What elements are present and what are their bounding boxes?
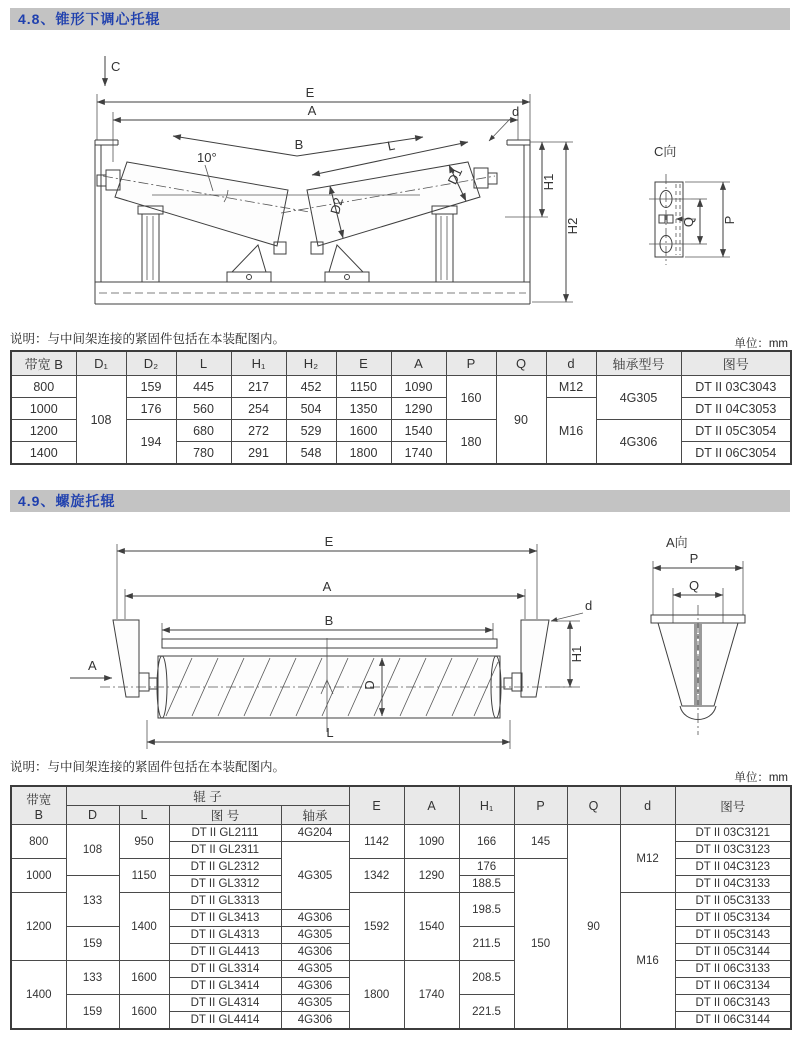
data-cell: 1400 — [11, 961, 66, 1030]
center-support-brackets — [227, 245, 369, 282]
conical-idler-drawing — [0, 44, 800, 332]
label-b: B — [294, 137, 304, 152]
table-row — [11, 376, 791, 398]
data-cell: 1400 — [11, 442, 76, 465]
left-bracket — [113, 620, 157, 697]
header-row — [11, 786, 791, 806]
view-direction-arrow — [105, 56, 120, 86]
data-cell: M12 — [546, 376, 596, 398]
data-cell: 150 — [514, 859, 567, 1030]
data-cell: DT II GL4313 — [169, 927, 281, 944]
data-cell: DT II 05C3054 — [681, 420, 791, 442]
data-cell: 1142 — [349, 825, 404, 859]
data-cell: 1200 — [11, 893, 66, 961]
data-cell: 1800 — [349, 961, 404, 1030]
data-cell: 176 — [126, 398, 176, 420]
header-cell: H₂ — [286, 351, 336, 376]
data-cell: DT II 04C3123 — [675, 859, 791, 876]
data-cell: 4G305 — [281, 961, 349, 978]
header-cell: 轴承 — [281, 806, 349, 825]
data-cell: 145 — [514, 825, 567, 859]
label-view-a: A — [88, 658, 97, 673]
data-cell: 90 — [567, 825, 620, 1030]
data-cell: 1540 — [404, 893, 459, 961]
label-view-a-title: A向 — [666, 535, 688, 550]
data-cell: 1740 — [391, 442, 446, 465]
data-cell: 1090 — [391, 376, 446, 398]
data-cell: 800 — [11, 376, 76, 398]
label-a: A — [322, 579, 332, 594]
data-cell: DT II 03C3123 — [675, 842, 791, 859]
data-cell: 4G306 — [281, 910, 349, 927]
assembly-note: 说明：与中间架连接的紧固件包括在本装配图内。 — [10, 332, 286, 346]
header-cell: Q — [567, 786, 620, 825]
data-cell: DT II 04C3133 — [675, 876, 791, 893]
data-cell: 780 — [176, 442, 231, 465]
data-cell: DT II GL2312 — [169, 859, 281, 876]
data-cell: M16 — [546, 398, 596, 465]
data-cell: 194 — [126, 420, 176, 465]
label-q: Q — [681, 216, 696, 228]
table-row — [11, 825, 791, 842]
data-cell: 1290 — [404, 859, 459, 893]
data-cell: DT II GL2311 — [169, 842, 281, 859]
header-cell: H₁ — [459, 786, 514, 825]
label-e: E — [324, 534, 334, 549]
dimension-d-leader — [489, 104, 519, 141]
data-cell: 1600 — [336, 420, 391, 442]
data-cell: 221.5 — [459, 995, 514, 1030]
header-cell: P — [514, 786, 567, 825]
header-cell: L — [176, 351, 231, 376]
right-roller — [281, 162, 497, 254]
left-roller — [97, 162, 315, 254]
label-d: d — [512, 104, 520, 119]
header-cell: D₂ — [126, 351, 176, 376]
data-cell: M16 — [620, 893, 675, 1030]
data-cell: 1800 — [336, 442, 391, 465]
label-view-c-title: C向 — [654, 144, 677, 159]
conical-idler-spec-table — [10, 350, 792, 465]
data-cell: 1740 — [404, 961, 459, 1030]
label-h1: H1 — [541, 173, 556, 191]
header-cell: D₁ — [76, 351, 126, 376]
data-cell: 1592 — [349, 893, 404, 961]
data-cell: 159 — [66, 995, 119, 1030]
spiral-idler-spec-table — [10, 785, 792, 1030]
label-d: d — [585, 598, 593, 613]
label-q: Q — [688, 578, 700, 593]
data-cell: 160 — [446, 376, 496, 420]
data-cell: DT II GL4413 — [169, 944, 281, 961]
data-cell: 208.5 — [459, 961, 514, 995]
data-cell: DT II 06C3054 — [681, 442, 791, 465]
header-cell: 带宽 B — [11, 786, 66, 825]
data-cell: 198.5 — [459, 893, 514, 927]
data-cell: DT II 05C3144 — [675, 944, 791, 961]
data-cell: M12 — [620, 825, 675, 893]
data-cell: 504 — [286, 398, 336, 420]
data-cell: 1342 — [349, 859, 404, 893]
label-p: P — [722, 215, 737, 225]
data-cell: 4G305 — [281, 927, 349, 944]
unit-label: 单位：mm — [734, 772, 788, 784]
data-cell: 1150 — [119, 859, 169, 893]
data-cell: 1200 — [11, 420, 76, 442]
label-angle: 10° — [197, 150, 217, 165]
spiral-roller — [100, 638, 572, 732]
data-cell: 4G204 — [281, 825, 349, 842]
header-cell: 轴承型号 — [596, 351, 681, 376]
data-cell: 159 — [126, 376, 176, 398]
data-cell: 4G306 — [281, 978, 349, 995]
label-d2: D2 — [327, 195, 347, 216]
impact-bar — [162, 639, 497, 648]
data-cell: DT II GL3314 — [169, 961, 281, 978]
data-cell: 1600 — [119, 995, 169, 1030]
data-cell: DT II GL4314 — [169, 995, 281, 1012]
data-cell: 4G306 — [281, 944, 349, 961]
header-cell: A — [404, 786, 459, 825]
data-cell: 4G306 — [281, 1012, 349, 1030]
data-cell: DT II 06C3133 — [675, 961, 791, 978]
view-c-detail — [649, 144, 737, 265]
data-cell: 452 — [286, 376, 336, 398]
data-cell: 4G305 — [281, 995, 349, 1012]
label-d-big: D — [362, 680, 377, 690]
data-cell: 560 — [176, 398, 231, 420]
data-cell: DT II GL3313 — [169, 893, 281, 910]
data-cell: DT II GL4414 — [169, 1012, 281, 1030]
data-cell: 188.5 — [459, 876, 514, 893]
data-cell: DT II 04C3053 — [681, 398, 791, 420]
label-h2: H2 — [565, 217, 580, 235]
header-cell: 图号 — [675, 786, 791, 825]
section-title-4-8: 4.8、锥形下调心托辊 — [10, 8, 790, 30]
table-row — [11, 893, 791, 910]
data-cell: 445 — [176, 376, 231, 398]
dimension-h2 — [532, 142, 580, 302]
data-cell: 166 — [459, 825, 514, 859]
header-cell: d — [620, 786, 675, 825]
data-cell: 800 — [11, 825, 66, 859]
data-cell: DT II 03C3043 — [681, 376, 791, 398]
data-cell: 272 — [231, 420, 286, 442]
data-cell: 4G306 — [596, 420, 681, 465]
label-h1: H1 — [569, 645, 584, 663]
label-a: A — [307, 103, 317, 118]
label-e: E — [305, 85, 315, 100]
header-cell: 辊 子 — [66, 786, 349, 806]
data-cell: DT II GL3414 — [169, 978, 281, 995]
data-cell: DT II GL2111 — [169, 825, 281, 842]
data-cell: 529 — [286, 420, 336, 442]
view-a-detail — [651, 535, 745, 735]
section-title-4-9: 4.9、螺旋托辊 — [10, 490, 790, 512]
header-cell: D — [66, 806, 119, 825]
header-cell: E — [336, 351, 391, 376]
data-cell: 1150 — [336, 376, 391, 398]
header-cell: 带宽 B — [11, 351, 76, 376]
assembly-note: 说明：与中间架连接的紧固件包括在本装配图内。 — [10, 760, 286, 774]
header-cell: d — [546, 351, 596, 376]
view-direction-arrow — [70, 658, 112, 678]
data-cell: 950 — [119, 825, 169, 859]
spiral-idler-drawing — [0, 520, 800, 756]
data-cell: DT II 06C3134 — [675, 978, 791, 995]
label-b: B — [324, 613, 334, 628]
data-cell: DT II 03C3121 — [675, 825, 791, 842]
data-cell: DT II 06C3144 — [675, 1012, 791, 1030]
dimension-b — [162, 613, 493, 639]
data-cell: 1540 — [391, 420, 446, 442]
data-cell: 548 — [286, 442, 336, 465]
data-cell: 211.5 — [459, 927, 514, 961]
header-cell: 图号 — [681, 351, 791, 376]
data-cell: DT II 05C3143 — [675, 927, 791, 944]
header-cell: L — [119, 806, 169, 825]
dimension-h1 — [505, 142, 573, 217]
label-l: L — [385, 137, 397, 154]
data-cell: DT II GL3312 — [169, 876, 281, 893]
data-cell: 176 — [459, 859, 514, 876]
data-cell: 217 — [231, 376, 286, 398]
header-cell: P — [446, 351, 496, 376]
header-cell: E — [349, 786, 404, 825]
data-cell: 4G305 — [281, 842, 349, 910]
data-cell: 108 — [66, 825, 119, 876]
header-row — [11, 351, 791, 376]
data-cell: 1290 — [391, 398, 446, 420]
data-cell: 133 — [66, 961, 119, 995]
data-cell: 1000 — [11, 398, 76, 420]
header-cell: A — [391, 351, 446, 376]
label-view-c: C — [111, 59, 121, 74]
data-cell: 1350 — [336, 398, 391, 420]
data-cell: 133 — [66, 876, 119, 927]
data-cell: 291 — [231, 442, 286, 465]
data-cell: DT II 05C3134 — [675, 910, 791, 927]
data-cell: DT II 05C3133 — [675, 893, 791, 910]
table-row — [11, 420, 791, 442]
data-cell: 108 — [76, 376, 126, 465]
header-cell: 图 号 — [169, 806, 281, 825]
data-cell: 90 — [496, 376, 546, 465]
data-cell: 1090 — [404, 825, 459, 859]
dimension-h1 — [545, 621, 584, 687]
data-cell: 159 — [66, 927, 119, 961]
data-cell: 1600 — [119, 961, 169, 995]
dimension-l — [147, 720, 510, 749]
data-cell: 4G305 — [596, 376, 681, 420]
data-cell: 680 — [176, 420, 231, 442]
data-cell: DT II 06C3143 — [675, 995, 791, 1012]
data-cell: 254 — [231, 398, 286, 420]
header-cell: Q — [496, 351, 546, 376]
data-cell: 180 — [446, 420, 496, 465]
label-d1: D1 — [444, 165, 466, 187]
right-bracket — [504, 620, 549, 697]
label-p: P — [689, 551, 699, 566]
header-cell: H₁ — [231, 351, 286, 376]
unit-label: 单位：mm — [734, 338, 788, 350]
data-cell: 1400 — [119, 893, 169, 961]
dimension-e — [117, 534, 537, 619]
data-cell: 1000 — [11, 859, 66, 893]
dimension-d-leader — [551, 598, 592, 621]
label-l: L — [326, 725, 334, 740]
data-cell: DT II GL3413 — [169, 910, 281, 927]
